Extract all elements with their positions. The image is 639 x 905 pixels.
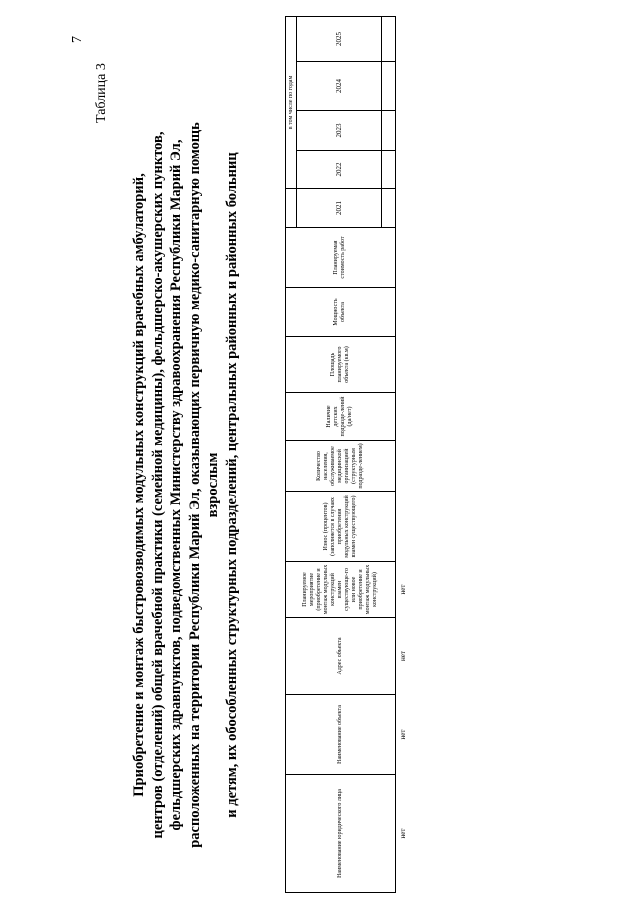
page-number: 7	[70, 36, 85, 43]
table-cell	[395, 16, 410, 61]
col-header: Адрес объекта	[286, 618, 396, 695]
document-title	[130, 105, 241, 865]
table-cell	[395, 111, 410, 151]
empty-cell	[382, 111, 396, 151]
col-header: Наличие детских подразде-лений (да/нет)	[286, 393, 396, 441]
table-cell	[395, 62, 410, 111]
table-cell	[395, 228, 410, 288]
title-line: Приобретение и монтаж быстровозводимых модульных конструкций врачебных амбулаторий,	[131, 173, 147, 797]
col-header: Наименование юридического лица	[286, 775, 396, 893]
table-cell	[395, 441, 410, 492]
objects-table	[285, 16, 410, 893]
table-cell	[395, 151, 410, 189]
col-header: Планируемая стоимость работ	[286, 228, 396, 288]
table-cell: нет	[398, 651, 407, 661]
year-header: 2022	[297, 151, 382, 189]
title-line: расположенных на территории Республики Марий Эл, оказывающих первичную медико-санитарную помощь взрослым	[186, 122, 221, 848]
table-cell	[395, 288, 410, 337]
col-header: Износ (процентов) (заполняется в случаях приобретения модульных конструкций взамен существующего)	[286, 492, 396, 562]
blank-header-cell	[286, 189, 297, 228]
col-header: Количество населения, обслуживаемое медицинской организацией (структурным подразде-лением)	[286, 441, 396, 492]
year-header: 2024	[297, 62, 382, 111]
year-header: 2023	[297, 111, 382, 151]
title-line: центров (отделений) общей врачебной практики (семейной медицины), фельдшерско-акушерских пунктов,	[149, 131, 166, 839]
col-header: Наименование объекта	[286, 695, 396, 775]
empty-cell	[382, 189, 396, 228]
empty-cell	[382, 16, 396, 61]
title-line: и детям, их обособленных структурных подразделений, центральных районных и районных больниц	[223, 152, 240, 818]
col-header: Площадь планируемого объекта (кв.м)	[286, 337, 396, 393]
table-cell	[395, 337, 410, 393]
table-cell	[395, 492, 410, 562]
table-label: Таблица 3	[94, 63, 109, 123]
col-header: Планируемое мероприятие (приобретение и монтаж модульных конструкций взамен существующе-го или новое приобретение и монтаж модульных конструкций)	[286, 562, 396, 618]
years-group-header: в том числе по годам	[286, 16, 297, 188]
table-cell	[395, 189, 410, 228]
table-row	[395, 16, 410, 892]
year-header: 2021	[297, 189, 382, 228]
table-cell: нет	[398, 828, 407, 839]
empty-cell	[382, 62, 396, 111]
title-line: фельдшерских здравпунктов, подведомственных Министерству здравоохранения Республики Марий Эл,	[168, 139, 184, 831]
year-header: 2025	[297, 16, 382, 61]
empty-cell	[382, 151, 396, 189]
table-cell: нет	[398, 729, 407, 740]
table-cell	[395, 393, 410, 441]
table-cell: нет	[398, 584, 407, 595]
col-header: Мощность объекта	[286, 288, 396, 337]
